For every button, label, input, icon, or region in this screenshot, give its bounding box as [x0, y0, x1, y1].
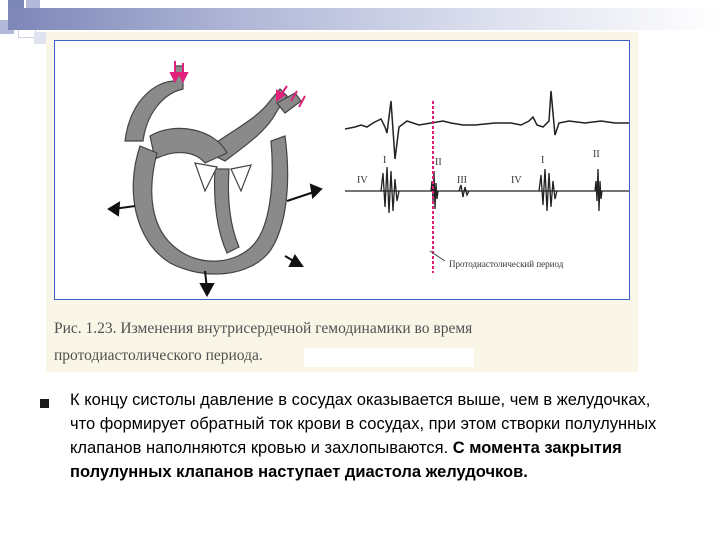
pcg-trace [345, 167, 629, 213]
body-paragraph [70, 388, 680, 484]
tone-label-first-left: I [383, 155, 387, 166]
tone-label-fourth-right: IV [511, 175, 522, 186]
tone-label-first-right: I [541, 155, 545, 166]
tone-label-fourth-left: IV [357, 175, 368, 186]
figure-illustration [54, 40, 630, 300]
tone-label-second-left: II [435, 157, 442, 168]
caption-mask [304, 348, 474, 367]
heart-schematic [125, 66, 301, 274]
heart-diagram [55, 41, 629, 299]
caption-line-1: Рис. 1.23. Изменения внутрисердечной гемодинамики во время [54, 320, 473, 337]
title-gradient-bar [8, 8, 720, 30]
body-text-plain: К концу систолы давление в сосудах оказывается выше, чем в желудочках, что формирует обратный ток крови в сосудах, при этом створки полулунных клапанов наполняются кровью и захлопываются. [70, 391, 657, 457]
decor-square-5 [34, 32, 46, 44]
period-label: Протодиастолический период [449, 259, 564, 269]
ecg-trace [345, 91, 629, 159]
tone-label-second-right: II [593, 149, 600, 160]
body-text-bold: С момента закрытия полулунных клапанов наступает диастола желудочков. [70, 439, 622, 481]
caption-line-2: протодиастолического периода. [54, 347, 263, 364]
bullet-square-icon [40, 399, 49, 408]
tone-label-third: III [457, 175, 467, 186]
